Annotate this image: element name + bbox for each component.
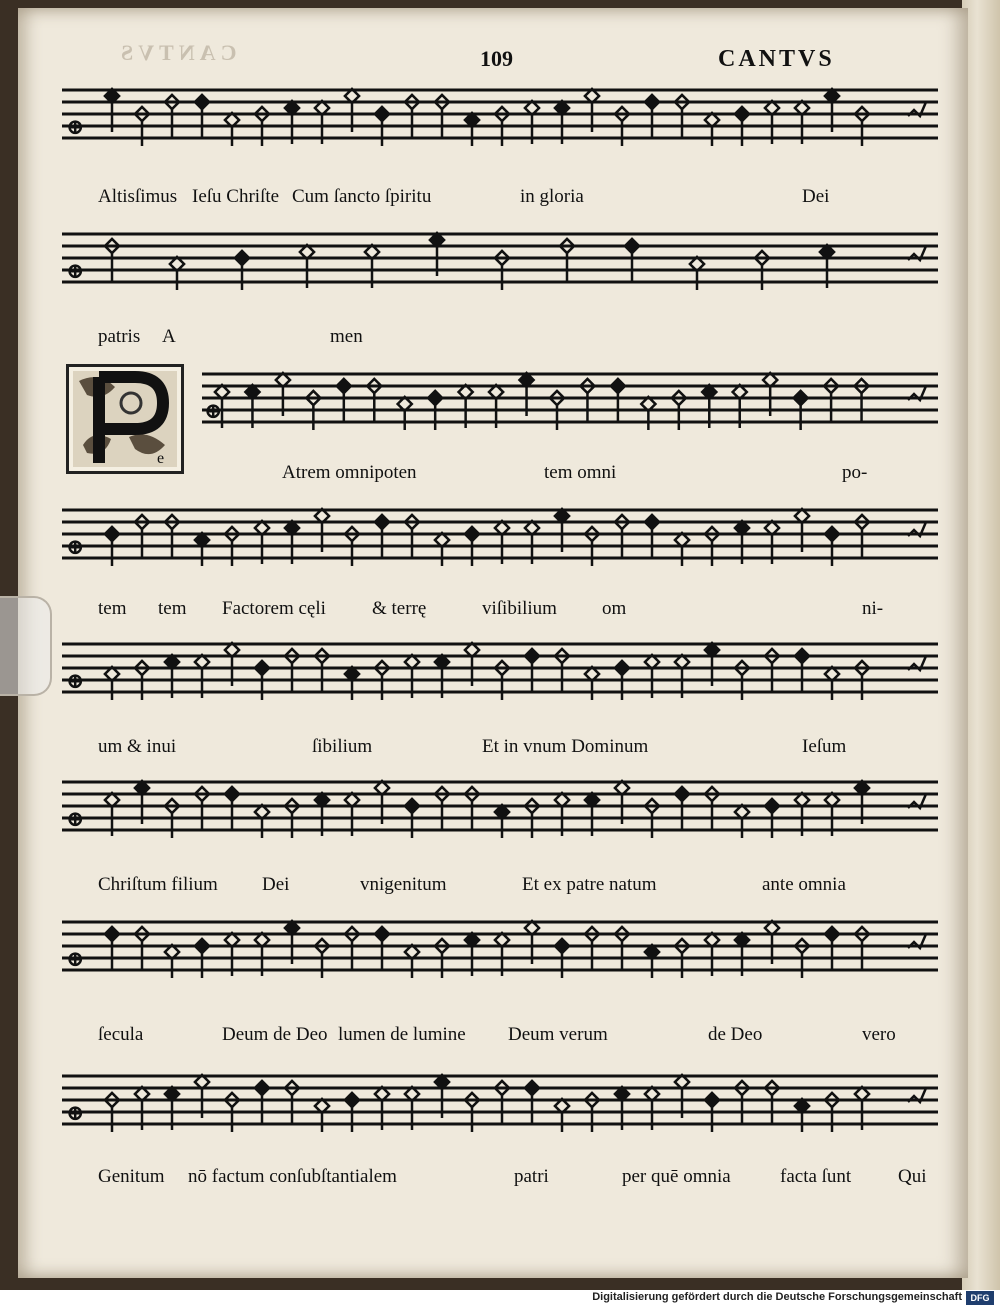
footer-bar <box>0 1290 1000 1308</box>
note <box>375 515 389 558</box>
lyric-text: facta ſunt <box>780 1166 852 1187</box>
note <box>525 1081 539 1124</box>
lyric-text: patris <box>98 326 141 347</box>
lyric-text: per quē omnia <box>622 1166 731 1187</box>
note <box>435 533 449 566</box>
lyrics-line <box>62 1166 938 1192</box>
lyric-text: viſibilium <box>482 598 557 619</box>
clef-mark: ⊕ <box>66 806 85 831</box>
lyric-text: om <box>602 598 627 619</box>
note <box>645 95 659 138</box>
lyric-text: A <box>162 326 176 347</box>
lyric-text: Genitum <box>98 1166 165 1187</box>
lyric-text: ſecula <box>98 1024 144 1045</box>
note <box>405 945 419 978</box>
note <box>255 1081 269 1124</box>
lyrics-line <box>62 326 938 352</box>
lyric-text: Ieſum <box>802 736 847 757</box>
note <box>465 113 479 146</box>
folio-number: 109 <box>480 46 513 71</box>
note <box>641 397 655 430</box>
note <box>735 805 749 838</box>
note <box>170 257 184 290</box>
lyric-text: Deum verum <box>508 1024 608 1045</box>
note <box>195 95 209 138</box>
note <box>165 945 179 978</box>
lyric-text: tem <box>158 598 187 619</box>
lyric-text: Et ex patre natum <box>522 874 657 895</box>
lyrics-line <box>62 874 938 900</box>
note <box>105 927 119 970</box>
lyric-text: Deum de Deo <box>222 1024 328 1045</box>
lyric-text: Atrem omnipoten <box>282 462 417 483</box>
music-staff <box>62 86 938 146</box>
lyric-text: Factorem cęli <box>222 598 326 619</box>
lyric-text: in gloria <box>520 186 584 207</box>
lyric-text: Dei <box>802 186 830 207</box>
lyric-text: um & inui <box>98 736 177 757</box>
clef-mark: ⊕ <box>66 258 85 283</box>
note <box>625 239 639 282</box>
lyric-text: Ieſu Chriſte <box>192 186 280 207</box>
note <box>495 805 509 838</box>
note <box>195 533 209 566</box>
music-staff <box>62 506 938 566</box>
lyrics-line <box>62 186 938 212</box>
music-staff <box>62 918 938 978</box>
music-staff <box>62 778 938 838</box>
clef-mark: ⊕ <box>66 946 85 971</box>
lyric-text: lumen de lumine <box>338 1024 466 1045</box>
lyric-text: & terrę <box>372 598 427 619</box>
note <box>705 113 719 146</box>
lyric-text: Cum ſancto ſpiritu <box>292 186 432 207</box>
lyric-text: de Deo <box>708 1024 763 1045</box>
lyrics-line <box>62 736 938 762</box>
music-staff <box>62 1072 938 1132</box>
note <box>675 787 689 830</box>
svg-text:e: e <box>157 450 165 467</box>
lyric-text: Qui <box>898 1166 927 1187</box>
lyric-text: tem omni <box>544 462 617 483</box>
lyric-text: nō factum conſubſtantialem <box>188 1166 397 1187</box>
note <box>611 379 625 422</box>
note <box>645 945 659 978</box>
lyric-text: po- <box>842 462 868 483</box>
note <box>225 113 239 146</box>
note <box>315 1099 329 1132</box>
dfg-logo: DFG <box>966 1291 994 1305</box>
clef-mark: ⊕ <box>204 398 223 423</box>
show-through-running-head: CANTVS <box>116 40 237 65</box>
running-head: CANTVS <box>718 46 835 72</box>
note <box>225 787 239 830</box>
lyric-text: Chriſtum filium <box>98 874 218 895</box>
music-staff <box>62 640 938 700</box>
note <box>255 805 269 838</box>
clef-mark: ⊕ <box>66 668 85 693</box>
note <box>795 649 809 692</box>
note <box>375 927 389 970</box>
lyric-text: Dei <box>262 874 290 895</box>
lyrics-line <box>62 598 938 624</box>
note <box>398 397 412 430</box>
note <box>585 667 599 700</box>
lyric-text: tem <box>98 598 127 619</box>
clef-mark: ⊕ <box>66 114 85 139</box>
lyric-text: ante omnia <box>762 874 846 895</box>
lyric-text: vero <box>862 1024 896 1045</box>
page-clip <box>0 596 52 696</box>
lyric-text: men <box>330 326 363 347</box>
note <box>525 649 539 692</box>
note <box>825 927 839 970</box>
note <box>345 667 359 700</box>
note <box>690 257 704 290</box>
lyric-text: ſibilium <box>312 736 373 757</box>
note <box>825 667 839 700</box>
lyric-text: patri <box>514 1166 549 1187</box>
lyric-text: vnigenitum <box>360 874 447 895</box>
note <box>675 533 689 566</box>
note <box>105 667 119 700</box>
lyrics-line <box>62 462 938 488</box>
lyrics-line <box>62 1024 938 1050</box>
lyric-text: Altisſimus <box>98 186 178 207</box>
funding-note: Digitalisierung gefördert durch die Deutsche Forschungsgemeinschaft <box>592 1291 962 1303</box>
note <box>795 1099 809 1132</box>
music-staff <box>62 370 938 430</box>
note <box>555 1099 569 1132</box>
clef-mark: ⊕ <box>66 534 85 559</box>
lyric-text: ni- <box>862 598 884 619</box>
music-staff <box>62 230 938 290</box>
note <box>645 515 659 558</box>
clef-mark: ⊕ <box>66 1100 85 1125</box>
lyric-text: Et in vnum Dominum <box>482 736 649 757</box>
note <box>337 379 351 422</box>
